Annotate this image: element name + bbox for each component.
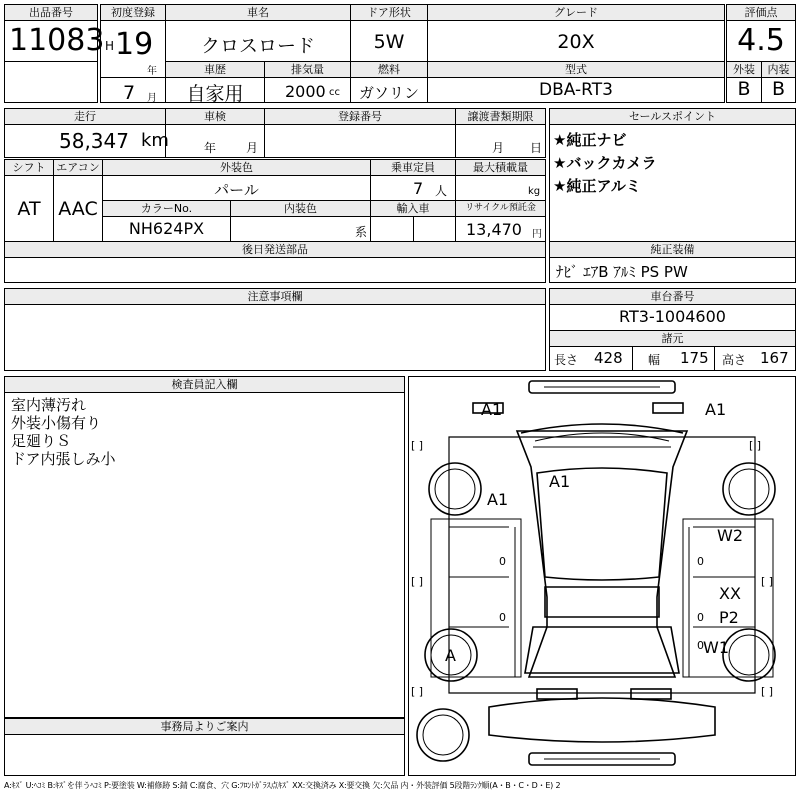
- first-registration-cell: [100, 4, 166, 103]
- era: H: [105, 39, 115, 53]
- reg-year: 19: [115, 27, 154, 62]
- reg-number-label: 登録番号: [265, 109, 455, 125]
- score-label: 評価点: [727, 5, 795, 21]
- model-cell: [427, 61, 725, 103]
- displacement-unit: cc: [329, 87, 340, 98]
- height: 167: [760, 349, 789, 367]
- grade-cell: [427, 4, 725, 62]
- model: DBA-RT3: [539, 80, 613, 100]
- notes-cell: [4, 288, 546, 371]
- office-cell: [4, 718, 405, 776]
- max-load-label: 最大積載量: [456, 160, 545, 176]
- car-name-cell: [165, 4, 351, 62]
- max-load-cell: [455, 159, 546, 201]
- bracket-mark: [ ]: [411, 685, 424, 698]
- sales-point: ★純正アルミ: [553, 177, 641, 195]
- sales-points-label: セールスポイント: [550, 109, 795, 125]
- history: 自家用: [186, 83, 244, 105]
- exterior-grade: B: [737, 78, 751, 100]
- fuel-label: 燃料: [351, 62, 427, 78]
- mark-hood: A1: [549, 472, 571, 491]
- equipment: ﾅﾋﾞ ｴｱB ｱﾙﾐ PS PW: [556, 263, 688, 281]
- spare-wheel: [417, 709, 469, 761]
- mileage-label: 走行: [5, 109, 165, 125]
- inspection-year-unit: 年: [204, 141, 217, 155]
- interior-grade-cell: [761, 61, 796, 103]
- car-name-label: 車名: [166, 5, 350, 21]
- ac: AAC: [58, 198, 98, 220]
- inspection-cell: [165, 108, 265, 158]
- rear-left-light: [537, 689, 577, 699]
- color-no-label: カラーNo.: [103, 201, 230, 217]
- mark-zero-1: 0: [499, 555, 506, 568]
- shift-label: シフト: [5, 160, 53, 176]
- capacity: 7: [413, 179, 424, 198]
- int-color-label: 内装色: [231, 201, 370, 217]
- equipment-cell: [549, 241, 796, 283]
- transfer-deadline-label: 譲渡書類期限: [456, 109, 545, 125]
- width: 175: [680, 349, 709, 367]
- ext-color-cell: [102, 159, 371, 201]
- height-label: 高さ: [722, 353, 747, 367]
- capacity-cell: [370, 159, 456, 201]
- import-cell: [370, 200, 456, 242]
- width-label: 幅: [648, 353, 661, 367]
- mark-right-rear-door-b: P2: [719, 608, 739, 627]
- shift-cell: [4, 159, 54, 242]
- inspector-cell: [4, 376, 405, 718]
- later-parts-cell: [4, 241, 546, 283]
- chassis-number: RT3-1004600: [619, 307, 726, 326]
- right-rear-wheel: [723, 629, 775, 681]
- history-cell: [165, 61, 265, 103]
- lot-number: 11083: [9, 23, 105, 58]
- displacement: 2000: [285, 82, 326, 101]
- inspector-line: ドア内張しみ小: [11, 450, 116, 468]
- exterior-grade-cell: [726, 61, 762, 103]
- mark-zero-5: 0: [697, 639, 704, 652]
- color-no-cell: [102, 200, 231, 242]
- door-type: 5W: [373, 31, 405, 53]
- sales-points-cell: [549, 108, 796, 242]
- mileage: 58,347: [59, 129, 129, 153]
- grade-label: グレード: [428, 5, 724, 21]
- grade: 20X: [557, 31, 595, 53]
- inspector-line: 足廻りＳ: [11, 432, 72, 450]
- first-registration-label: 初度登録: [101, 5, 165, 21]
- sales-point: ★バックカメラ: [553, 154, 657, 172]
- mark-front-left: A1: [481, 400, 503, 419]
- rear-glass: [545, 587, 659, 617]
- sales-point: ★純正ナビ: [553, 131, 627, 149]
- car-diagram-svg: [409, 377, 795, 775]
- capacity-unit: 人: [435, 184, 448, 198]
- legend: A:ｷｽﾞ U:ﾍｺﾐ B:ｷｽﾞを伴うﾍｺﾐ P:要塗装 W:補修跡 S:錆 C:腐食、穴 G:ﾌﾛﾝﾄｶﾞﾗｽ点ｷｽﾞ XX:交換済み X:要交換 欠:欠品 内・外装評価 5段階ﾗﾝｸ順(A・B・C・D・E) 2: [4, 781, 561, 790]
- ac-label: エアコン: [54, 160, 102, 176]
- door-cell: [350, 4, 428, 62]
- rear-bumper-outline: [489, 698, 715, 742]
- year-unit: 年: [147, 66, 157, 77]
- car-name: クロスロード: [200, 35, 315, 57]
- bracket-mark: [ ]: [761, 685, 774, 698]
- lot-number-cell: [4, 4, 105, 62]
- transfer-day-unit: 日: [530, 141, 543, 155]
- office-label: 事務局よりご案内: [5, 719, 404, 735]
- fuel: ガソリン: [358, 84, 419, 102]
- mileage-unit: km: [141, 130, 169, 151]
- bracket-mark: [ ]: [411, 439, 424, 452]
- int-color-unit: 系: [355, 225, 368, 239]
- interior-label: 内装: [762, 62, 795, 78]
- transfer-deadline-cell: [455, 108, 546, 158]
- score-cell: [726, 4, 796, 62]
- inspection-month-unit: 月: [246, 141, 259, 155]
- model-label: 型式: [428, 62, 724, 78]
- recycle: 13,470: [466, 220, 522, 239]
- reg-month: 7: [123, 82, 136, 104]
- exterior-label: 外装: [727, 62, 761, 78]
- rear-right-light: [631, 689, 671, 699]
- mark-left-fender: A1: [487, 490, 509, 509]
- recycle-cell: [455, 200, 546, 242]
- rear-hatch: [525, 627, 679, 673]
- length: 428: [594, 349, 623, 367]
- mark-zero-4: 0: [697, 611, 704, 624]
- inspection-label: 車検: [166, 109, 264, 125]
- max-load-unit: kg: [528, 186, 541, 197]
- lot-number-blank: [4, 61, 98, 103]
- mark-right-rear-fender: W1: [703, 638, 729, 657]
- equipment-label: 純正装備: [550, 242, 795, 258]
- front-right-light: [653, 403, 683, 413]
- mark-left-rear-wheel: A: [445, 646, 456, 665]
- inspector-line: 外装小傷有り: [11, 414, 102, 432]
- door-label: ドア形状: [351, 5, 427, 21]
- bracket-mark: [ ]: [761, 575, 774, 588]
- capacity-label: 乗車定員: [371, 160, 455, 176]
- import-label: 輸入車: [371, 201, 455, 217]
- color-no: NH624PX: [128, 219, 205, 238]
- displacement-label: 排気量: [265, 62, 350, 78]
- ext-color: パール: [214, 181, 259, 199]
- chassis-label: 車台番号: [550, 289, 795, 305]
- ext-color-label: 外装色: [103, 160, 370, 176]
- history-label: 車歴: [166, 62, 264, 78]
- later-parts-label: 後日発送部品: [5, 242, 545, 258]
- bracket-mark: [ ]: [749, 439, 762, 452]
- displacement-cell: [264, 61, 351, 103]
- lot-number-label: 出品番号: [5, 5, 97, 21]
- mark-right-front-door: W2: [717, 526, 743, 545]
- left-front-wheel: [429, 463, 481, 515]
- mark-front-right: A1: [705, 400, 727, 419]
- mark-right-rear-door-a: XX: [719, 584, 741, 603]
- car-diagram: [408, 376, 796, 776]
- mark-zero-2: 0: [499, 611, 506, 624]
- shift: AT: [17, 198, 41, 220]
- month-unit: 月: [147, 93, 157, 104]
- ac-cell: [53, 159, 103, 242]
- int-color-cell: [230, 200, 371, 242]
- inspector-line: 室内薄汚れ: [11, 396, 87, 414]
- recycle-label: リサイクル預託金: [456, 201, 545, 217]
- right-front-wheel: [723, 463, 775, 515]
- length-label: 長さ: [554, 353, 579, 367]
- chassis-cell: [549, 288, 796, 371]
- transfer-month-unit: 月: [492, 141, 505, 155]
- reg-number-cell: [264, 108, 456, 158]
- interior-grade: B: [771, 78, 786, 100]
- bracket-mark: [ ]: [411, 575, 424, 588]
- inspector-label: 検査員記入欄: [5, 377, 404, 393]
- notes-label: 注意事項欄: [5, 289, 545, 305]
- dims-label: 諸元: [550, 330, 795, 347]
- recycle-unit: 円: [532, 229, 542, 240]
- mark-zero-3: 0: [697, 555, 704, 568]
- mileage-cell: [4, 108, 169, 158]
- fuel-cell: [350, 61, 428, 103]
- score: 4.5: [737, 23, 785, 58]
